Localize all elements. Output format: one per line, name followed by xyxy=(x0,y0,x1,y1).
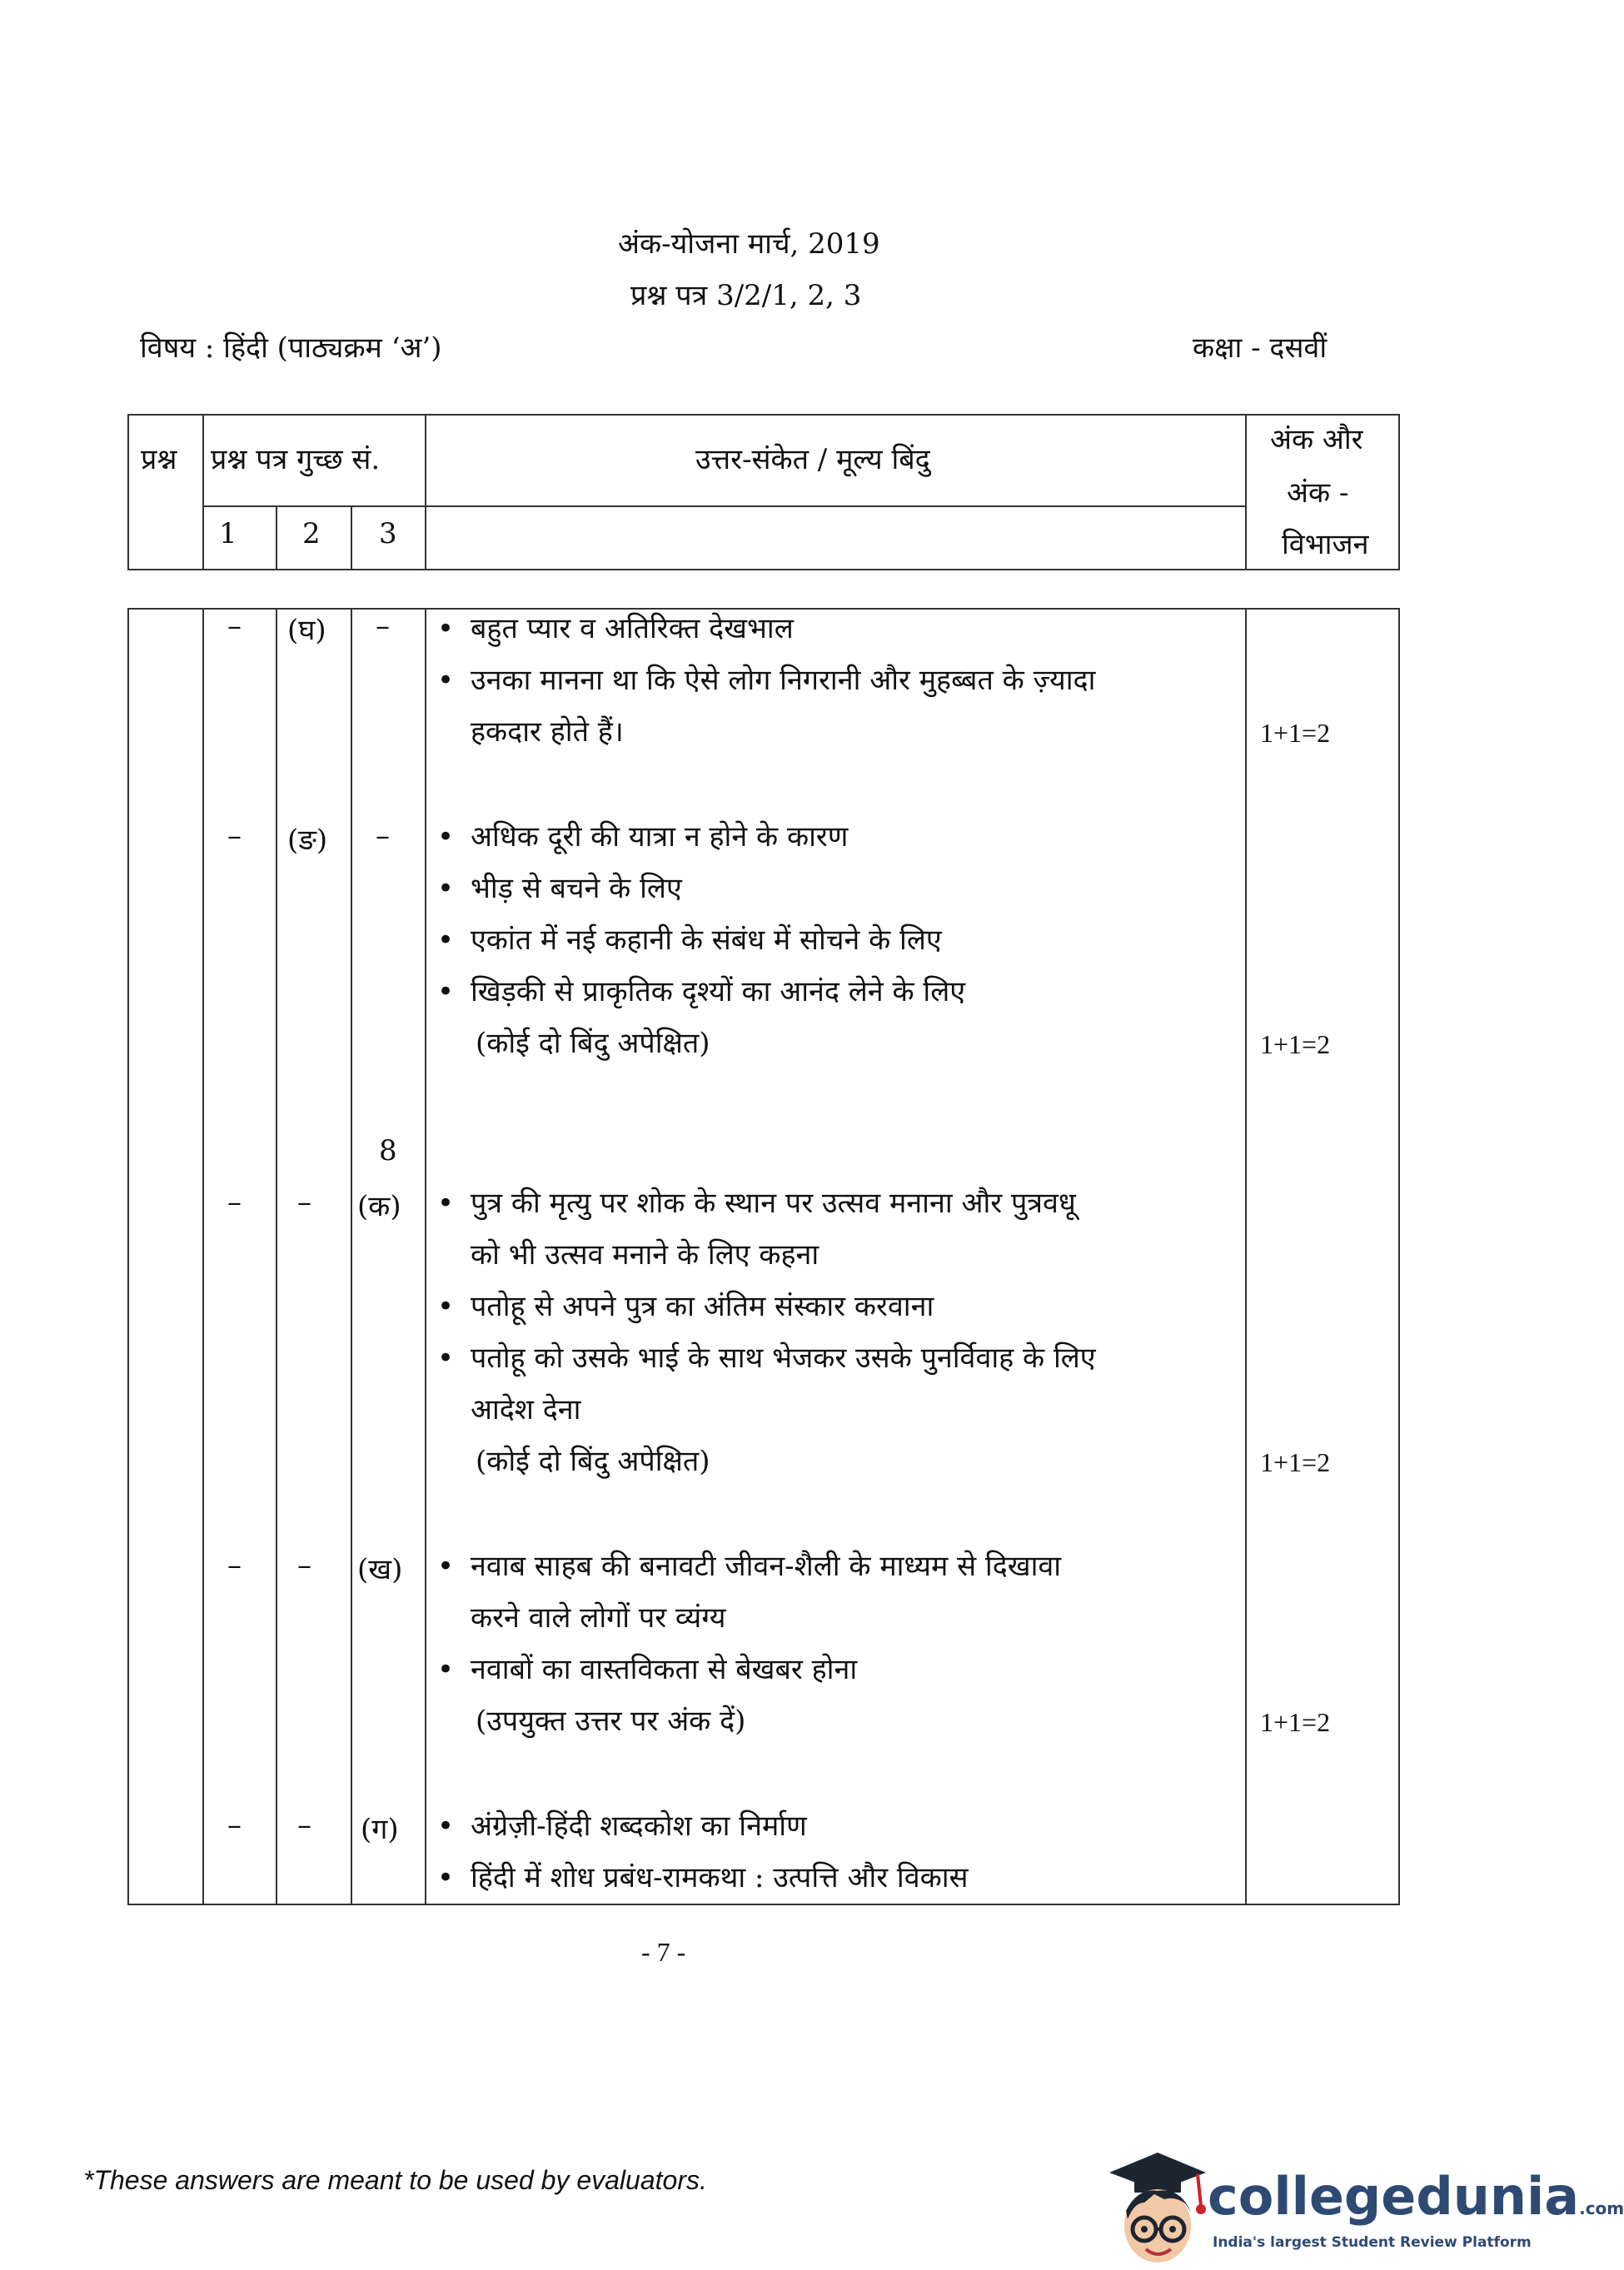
answer-point: एकांत में नई कहानी के संबंध में सोचने के लिए xyxy=(471,923,942,957)
cell-set2: (ङ) xyxy=(287,824,328,857)
paper-code: प्रश्न पत्र 3/2/1, 2, 3 xyxy=(630,279,862,312)
answer-point: हिंदी में शोध प्रबंध-रामकथा : उत्पत्ति और विकास xyxy=(471,1861,969,1894)
header-table xyxy=(127,414,1400,570)
answer-table: – (घ) – • बहुत प्यार व अतिरिक्त देखभाल • उनका मानना था कि ऐसे लोग निगरानी और मुहब्बत के ज़्यादा हकदार होते हैं। 1+1=2 – (ङ) – • अधिक दूरी की यात्रा न होने के कारण • भीड़ से बचने के लिए • एकांत में नई कहानी के संबंध में सोचने के लिए • खिड़की से प्राकृतिक दृश्यों का आनंद लेने के लिए (कोई दो बिंदु अपेक्षित) 1+1=2 8 – – (क) • पुत्र की मृत्यु पर शोक के स्थान पर उत्सव मनाना और पुत्रवधू को भी उत्सव मनाने के लिए कहना • पतोहू से अपने पुत्र का अंतिम संस्कार करवाना • पतोहू को उसके भाई के साथ भेजकर उसके पुनर्विवाह के लिए आदेश देना (कोई दो बिंदु अपेक्षित) 1+1=2 – – (ख) • नवाब साहब की बनावटी जीवन-शैली के माध्यम से दिखावा करने वाले लोगों पर व्यंग्य • नवाबों का वास्तविकता से बेखबर होना (उपयुक्त उत्तर पर अंक दें) 1+1=2 – – (ग) • अंग्रेज़ी-हिंदी शब्दकोश का निर्माण • हिंदी में शोध प्रबंध-रामकथा : उत्पत्ति और विकास xyxy=(127,608,1400,1905)
class-line: कक्षा - दसवीं xyxy=(1193,331,1328,365)
document-title: अंक-योजना मार्च, 2019 xyxy=(618,227,880,261)
answer-point: नवाब साहब की बनावटी जीवन-शैली के माध्यम से दिखावा xyxy=(471,1550,1062,1583)
cell-set2: – xyxy=(297,1809,311,1842)
answer-point: पतोहू से अपने पुत्र का अंतिम संस्कार करवाना xyxy=(471,1290,934,1323)
cell-set2: – xyxy=(297,1186,311,1219)
cell-set2: (घ) xyxy=(287,614,326,647)
answer-point: उनका मानना था कि ऐसे लोग निगरानी और मुहब्बत के ज़्यादा xyxy=(471,664,1096,697)
cell-set3: (ख) xyxy=(357,1553,403,1586)
cell-set2: – xyxy=(297,1549,311,1582)
set-col-2: 2 xyxy=(302,517,321,550)
answer-point: पतोहू को उसके भाई के साथ भेजकर उसके पुनर्विवाह के लिए xyxy=(471,1342,1096,1375)
answer-point: नवाबों का वास्तविकता से बेखबर होना xyxy=(471,1653,858,1686)
answer-point: खिड़की से प्राकृतिक दृश्यों का आनंद लेने के लिए xyxy=(471,975,966,1008)
answer-note: (कोई दो बिंदु अपेक्षित) xyxy=(476,1445,710,1478)
set-col-3: 3 xyxy=(379,517,397,550)
marks-split: 1+1=2 xyxy=(1260,1707,1331,1737)
marks-split: 1+1=2 xyxy=(1260,1029,1331,1059)
logo-tagline: India's largest Student Review Platform xyxy=(1213,2234,1532,2251)
header-answer: उत्तर-संकेत / मूल्य बिंदु xyxy=(695,443,930,476)
answer-point: अंग्रेज़ी-हिंदी शब्दकोश का निर्माण xyxy=(471,1810,807,1843)
answer-point-cont: हकदार होते हैं। xyxy=(471,715,624,749)
cell-set1: – xyxy=(227,1186,242,1219)
logo-wordmark xyxy=(1208,2166,1624,2227)
marks-split: 1+1=2 xyxy=(1260,718,1331,748)
logo-suffix: .com xyxy=(1579,2198,1624,2218)
answer-point: अधिक दूरी की यात्रा न होने के कारण xyxy=(471,820,849,854)
subject-line: विषय : हिंदी (पाठ्यक्रम ‘अ’) xyxy=(140,331,442,365)
marks-split: 1+1=2 xyxy=(1260,1447,1331,1477)
cell-set3: – xyxy=(376,819,390,853)
cell-set1: – xyxy=(227,610,242,643)
answer-point: भीड़ से बचने के लिए xyxy=(471,872,682,905)
cell-set3: (ग) xyxy=(361,1813,399,1846)
cell-set1: – xyxy=(227,1549,242,1582)
footer-note: *These answers are meant to be used by evaluators. xyxy=(83,2165,707,2195)
answer-point-cont: आदेश देना xyxy=(471,1393,581,1426)
question-number: 8 xyxy=(379,1134,397,1167)
student-mascot-icon xyxy=(1104,2144,1211,2269)
logo-name: collegedunia xyxy=(1208,2166,1580,2227)
set-col-1: 1 xyxy=(219,517,237,550)
answer-point-cont: को भी उत्सव मनाने के लिए कहना xyxy=(471,1238,819,1272)
cell-set1: – xyxy=(227,819,242,853)
header-marks-1: अंक और xyxy=(1270,423,1363,456)
answer-note: (कोई दो बिंदु अपेक्षित) xyxy=(476,1027,710,1060)
answer-point: पुत्र की मृत्यु पर शोक के स्थान पर उत्सव मनाना और पुत्रवधू xyxy=(471,1187,1076,1220)
cell-set1: – xyxy=(227,1809,242,1842)
answer-point-cont: करने वाले लोगों पर व्यंग्य xyxy=(471,1601,726,1635)
header-marks-3: विभाजन xyxy=(1282,528,1369,561)
header-question: प्रश्न xyxy=(141,443,177,476)
cell-set3: – xyxy=(376,610,390,643)
page-number: - 7 - xyxy=(641,1937,686,1967)
answer-note: (उपयुक्त उत्तर पर अंक दें) xyxy=(476,1705,746,1738)
header-paper-set: प्रश्न पत्र गुच्छ सं. xyxy=(211,443,381,476)
answer-point: बहुत प्यार व अतिरिक्त देखभाल xyxy=(471,612,794,645)
collegedunia-logo[interactable] xyxy=(1104,2144,1624,2269)
cell-set3: (क) xyxy=(357,1190,401,1223)
header-marks-2: अंक - xyxy=(1287,476,1349,510)
